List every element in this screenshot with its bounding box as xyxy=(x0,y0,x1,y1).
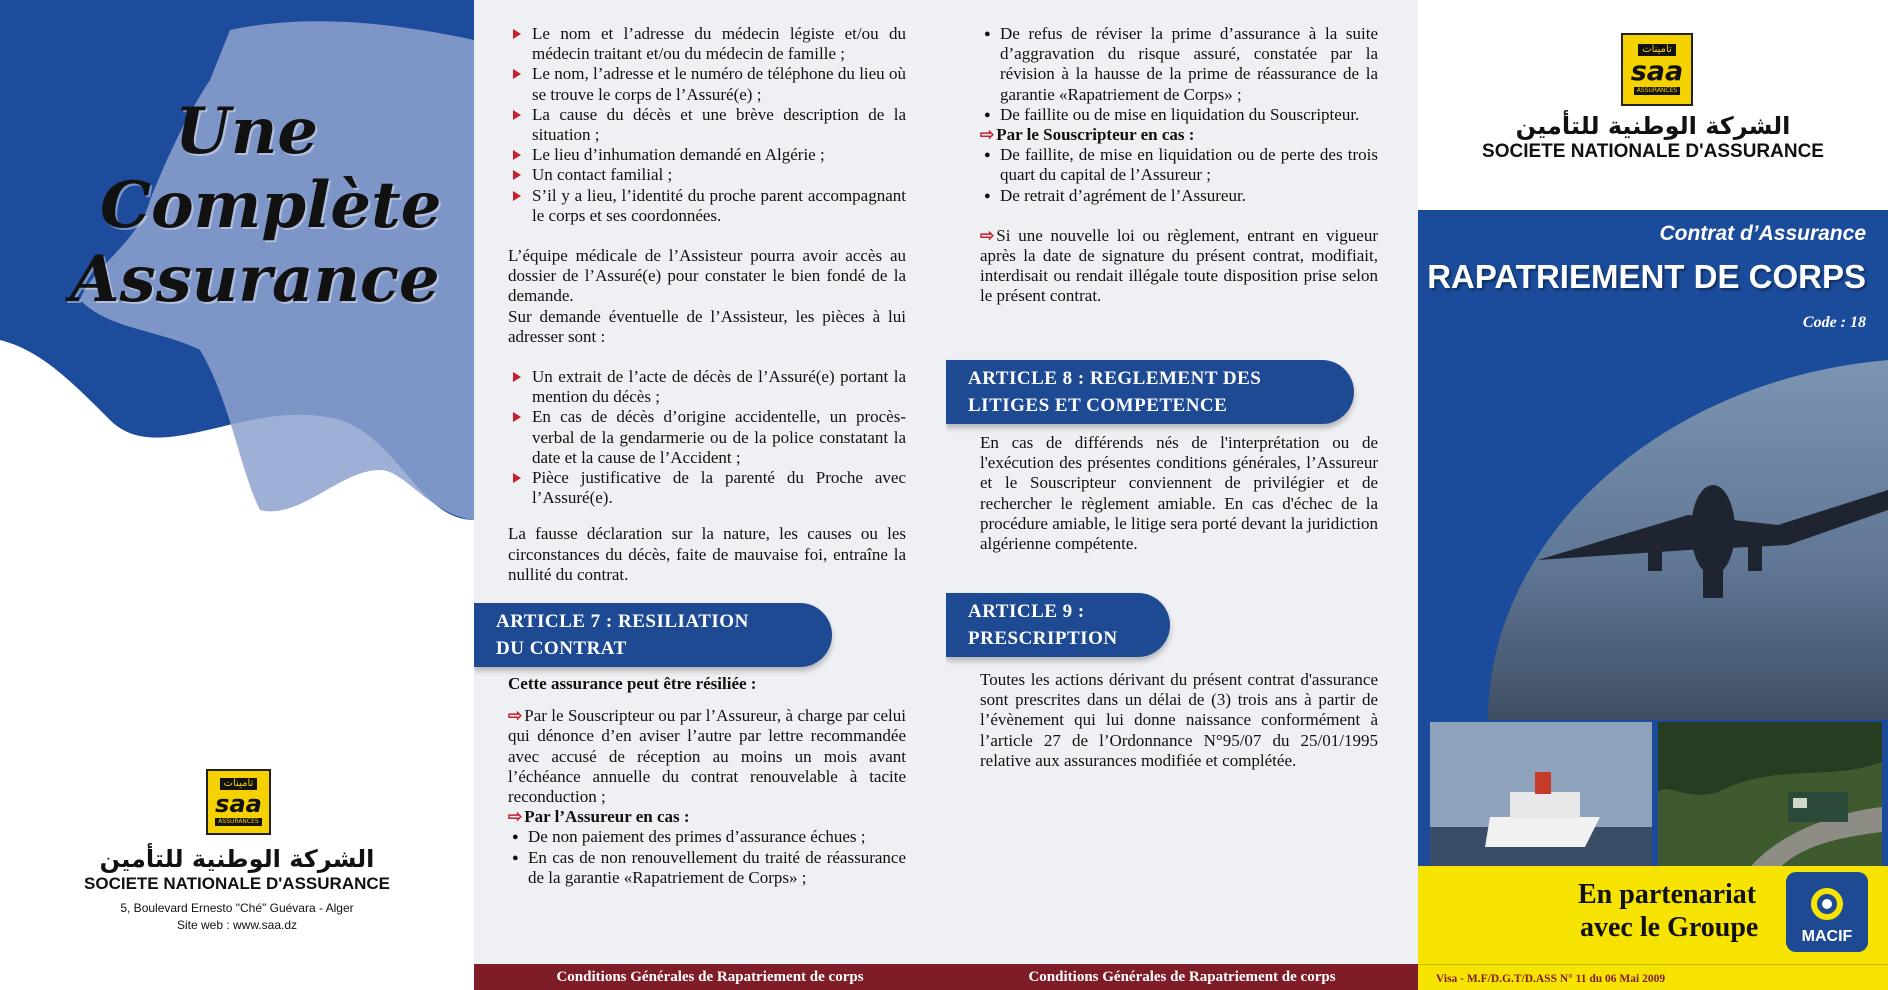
list-item: ● De non paiement des primes d’assurance échues ; xyxy=(508,827,906,847)
article-7-body xyxy=(508,674,906,888)
front-cover-panel xyxy=(1418,0,1888,990)
conditions-panel-1 xyxy=(474,0,946,990)
list-item: Pièce justificative de la parenté du Proche avec l’Assuré(e). xyxy=(508,468,906,508)
list-item: La cause du décès et une brève description de la situation ; xyxy=(508,105,906,145)
paragraph-new-law xyxy=(980,226,1378,307)
info-list xyxy=(508,24,906,226)
company-website: Site web : www.saa.dz xyxy=(176,918,298,932)
article-8-header xyxy=(946,360,1354,424)
article-7-header xyxy=(474,603,832,667)
paragraph-documents-request: Sur demande éventuelle de l’Assisteur, les pièces à lui adresser sont : xyxy=(508,306,906,346)
termination-list xyxy=(980,24,1378,125)
article-8-title-line-1: ARTICLE 8 : REGLEMENT DES xyxy=(968,368,1262,389)
airplane-photo xyxy=(1418,340,1888,720)
contract-label: Contrat d’Assurance xyxy=(1659,222,1866,245)
footer-bar: Conditions Générales de Rapatriement de corps xyxy=(474,964,946,990)
list-item: ● En cas de non renouvellement du traité de réassurance de la garantie «Rapatriement de Corps» ; xyxy=(508,848,906,888)
red-arrow-icon: ⇨ xyxy=(508,706,523,726)
partner-text xyxy=(1578,878,1758,944)
article-7-paragraph-text: Par le Souscripteur ou par l’Assureur, à charge par celui qui dénonce d’en aviser l’autre par lettre recommandée avec accusé de réception au moins un mois avant l’échéance annuelle du contrat renouvelable à tacite reconduction ; xyxy=(508,706,906,807)
conditions-panel-2 xyxy=(946,0,1418,990)
headline xyxy=(0,95,474,317)
article-9-title-line-2: PRESCRIPTION xyxy=(968,628,1118,649)
logo-arabic-tag: تامينات xyxy=(1638,44,1676,56)
company-name: SOCIETE NATIONALE D'ASSURANCE xyxy=(84,874,390,893)
headline-line-2: Complète xyxy=(100,168,442,243)
paragraph-medical-team: L’équipe médicale de l’Assisteur pourra avoir accès au dossier de l’Assuré(e) pour constater le bien fondé de la demande. xyxy=(508,246,906,306)
macif-symbol-icon xyxy=(1807,884,1847,924)
list-item: ● De faillite ou de mise en liquidation du Souscripteur. xyxy=(980,105,1378,125)
logo-assurances: ASSURANCES xyxy=(215,818,261,826)
company-arabic: الشركة الوطنية للتأمين xyxy=(1515,112,1791,140)
list-item: Le nom et l’adresse du médecin légiste et/ou du médecin traitant et/ou du médecin de famille ; xyxy=(508,24,906,64)
cover-panel xyxy=(0,0,474,990)
partner-line-1: En partenariat xyxy=(1578,879,1757,910)
saa-logo xyxy=(206,769,271,835)
train-photo xyxy=(1658,722,1882,870)
list-item: ● De faillite, de mise en liquidation ou de perte des trois quart du capital de l’Assureur ; xyxy=(980,145,1378,185)
list-item: Un contact familial ; xyxy=(508,165,906,185)
list-item: En cas de décès d’origine accidentelle, un procès-verbal de la gendarmerie ou de la police constatant la date et la cause de l’Accident ; xyxy=(508,407,906,468)
company-address: 5, Boulevard Ernesto "Ché" Guévara - Alger xyxy=(120,901,354,915)
subscriber-list xyxy=(980,145,1378,206)
panel3-content xyxy=(980,24,1378,307)
footer-bar: Conditions Générales de Rapatriement de corps xyxy=(946,964,1418,990)
list-item: ● De retrait d’agrément de l’Assureur. xyxy=(980,186,1378,206)
partner-line-2: avec le Groupe xyxy=(1580,912,1759,943)
list-item: Le lieu d’inhumation demandé en Algérie ; xyxy=(508,145,906,165)
red-arrow-icon: ⇨ xyxy=(508,807,523,827)
article-7-intro: Cette assurance peut être résiliée : xyxy=(508,674,757,693)
logo-assurances: ASSURANCES xyxy=(1634,87,1680,95)
panel2-content xyxy=(508,24,906,585)
article-7-sub-text: Par l’Assureur en cas : xyxy=(524,807,690,827)
visa-text: Visa - M.F/D.G.T/D.ASS N° 11 du 06 Mai 2009 xyxy=(1436,973,1666,985)
paragraph-false-declaration: La fausse déclaration sur la nature, les causes ou les circonstances du décès, faite de mauvaise foi, entraîne la nullité du contrat. xyxy=(508,524,906,584)
article-9-title-line-1: ARTICLE 9 : xyxy=(968,601,1085,622)
article-7-sub xyxy=(508,807,906,827)
logo-brand: saa xyxy=(215,790,262,818)
documents-list xyxy=(508,367,906,508)
list-item: Un extrait de l’acte de décès de l’Assuré(e) portant la mention du décès ; xyxy=(508,367,906,407)
macif-logo xyxy=(1786,872,1868,952)
red-arrow-icon: ⇨ xyxy=(980,225,995,245)
article-8-title-line-2: LITIGES ET COMPETENCE xyxy=(968,395,1228,416)
article-8-text: En cas de différends nés de l'interprétation ou de l'exécution des présentes conditions générales, l’Assureur et le Souscripteur conviennent de privilégier et de rechercher le règlement amiable. En cas d'échec de la procédure amiable, le litige sera porté devant la juridiction algérienne compétente. xyxy=(980,433,1378,554)
article-7-title-line-1: ARTICLE 7 : RESILIATION xyxy=(496,611,749,632)
saa-logo xyxy=(1621,33,1693,106)
article-9-text: Toutes les actions dérivant du présent contrat d'assurance sont prescrites dans un délai de (3) trois ans à partir de l’évènement qui lui donne naissance conformément à l’article 27 de l’Ordonnance N°95/07 du 25/01/1995 relative aux assurances modifiée et complétée. xyxy=(980,670,1378,770)
red-arrow-icon: ⇨ xyxy=(980,125,995,145)
subscriber-sub xyxy=(980,125,1378,145)
logo-arabic-tag: تامينات xyxy=(220,778,258,790)
subscriber-sub-text: Par le Souscripteur en cas : xyxy=(996,125,1195,145)
logo-brand: saa xyxy=(1630,56,1684,87)
article-7-paragraph xyxy=(508,706,906,807)
company-name: SOCIETE NATIONALE D'ASSURANCE xyxy=(1482,141,1824,162)
article-9-header xyxy=(946,593,1170,657)
list-item: S’il y a lieu, l’identité du proche parent accompagnant le corps et ses coordonnées. xyxy=(508,186,906,226)
article-7-title-line-2: DU CONTRAT xyxy=(496,638,627,659)
macif-brand: MACIF xyxy=(1801,928,1853,945)
company-arabic: الشركة الوطنية للتأمين xyxy=(99,845,375,873)
paragraph-new-law-text: Si une nouvelle loi ou règlement, entrant en vigueur après la date de signature du présent contrat, modifiait, interdisait ou rendait illégale toute disposition prise selon le présent contrat. xyxy=(980,225,1378,306)
headline-line-1: Une xyxy=(175,94,319,169)
list-item: Le nom, l’adresse et le numéro de téléphone du lieu où se trouve le corps de l’Assuré(e) ; xyxy=(508,64,906,104)
product-code: Code : 18 xyxy=(1802,314,1866,331)
product-title: RAPATRIEMENT DE CORPS xyxy=(1427,258,1866,295)
headline-line-3: Assurance xyxy=(70,242,440,317)
list-item: ● De refus de réviser la prime d’assurance à la suite d’aggravation du risque assuré, constatée par la révision à la hausse de la prime de réassurance de la garantie «Rapatriement de Corps» ; xyxy=(980,24,1378,105)
ship-photo xyxy=(1430,722,1652,870)
article-7-list xyxy=(508,827,906,888)
